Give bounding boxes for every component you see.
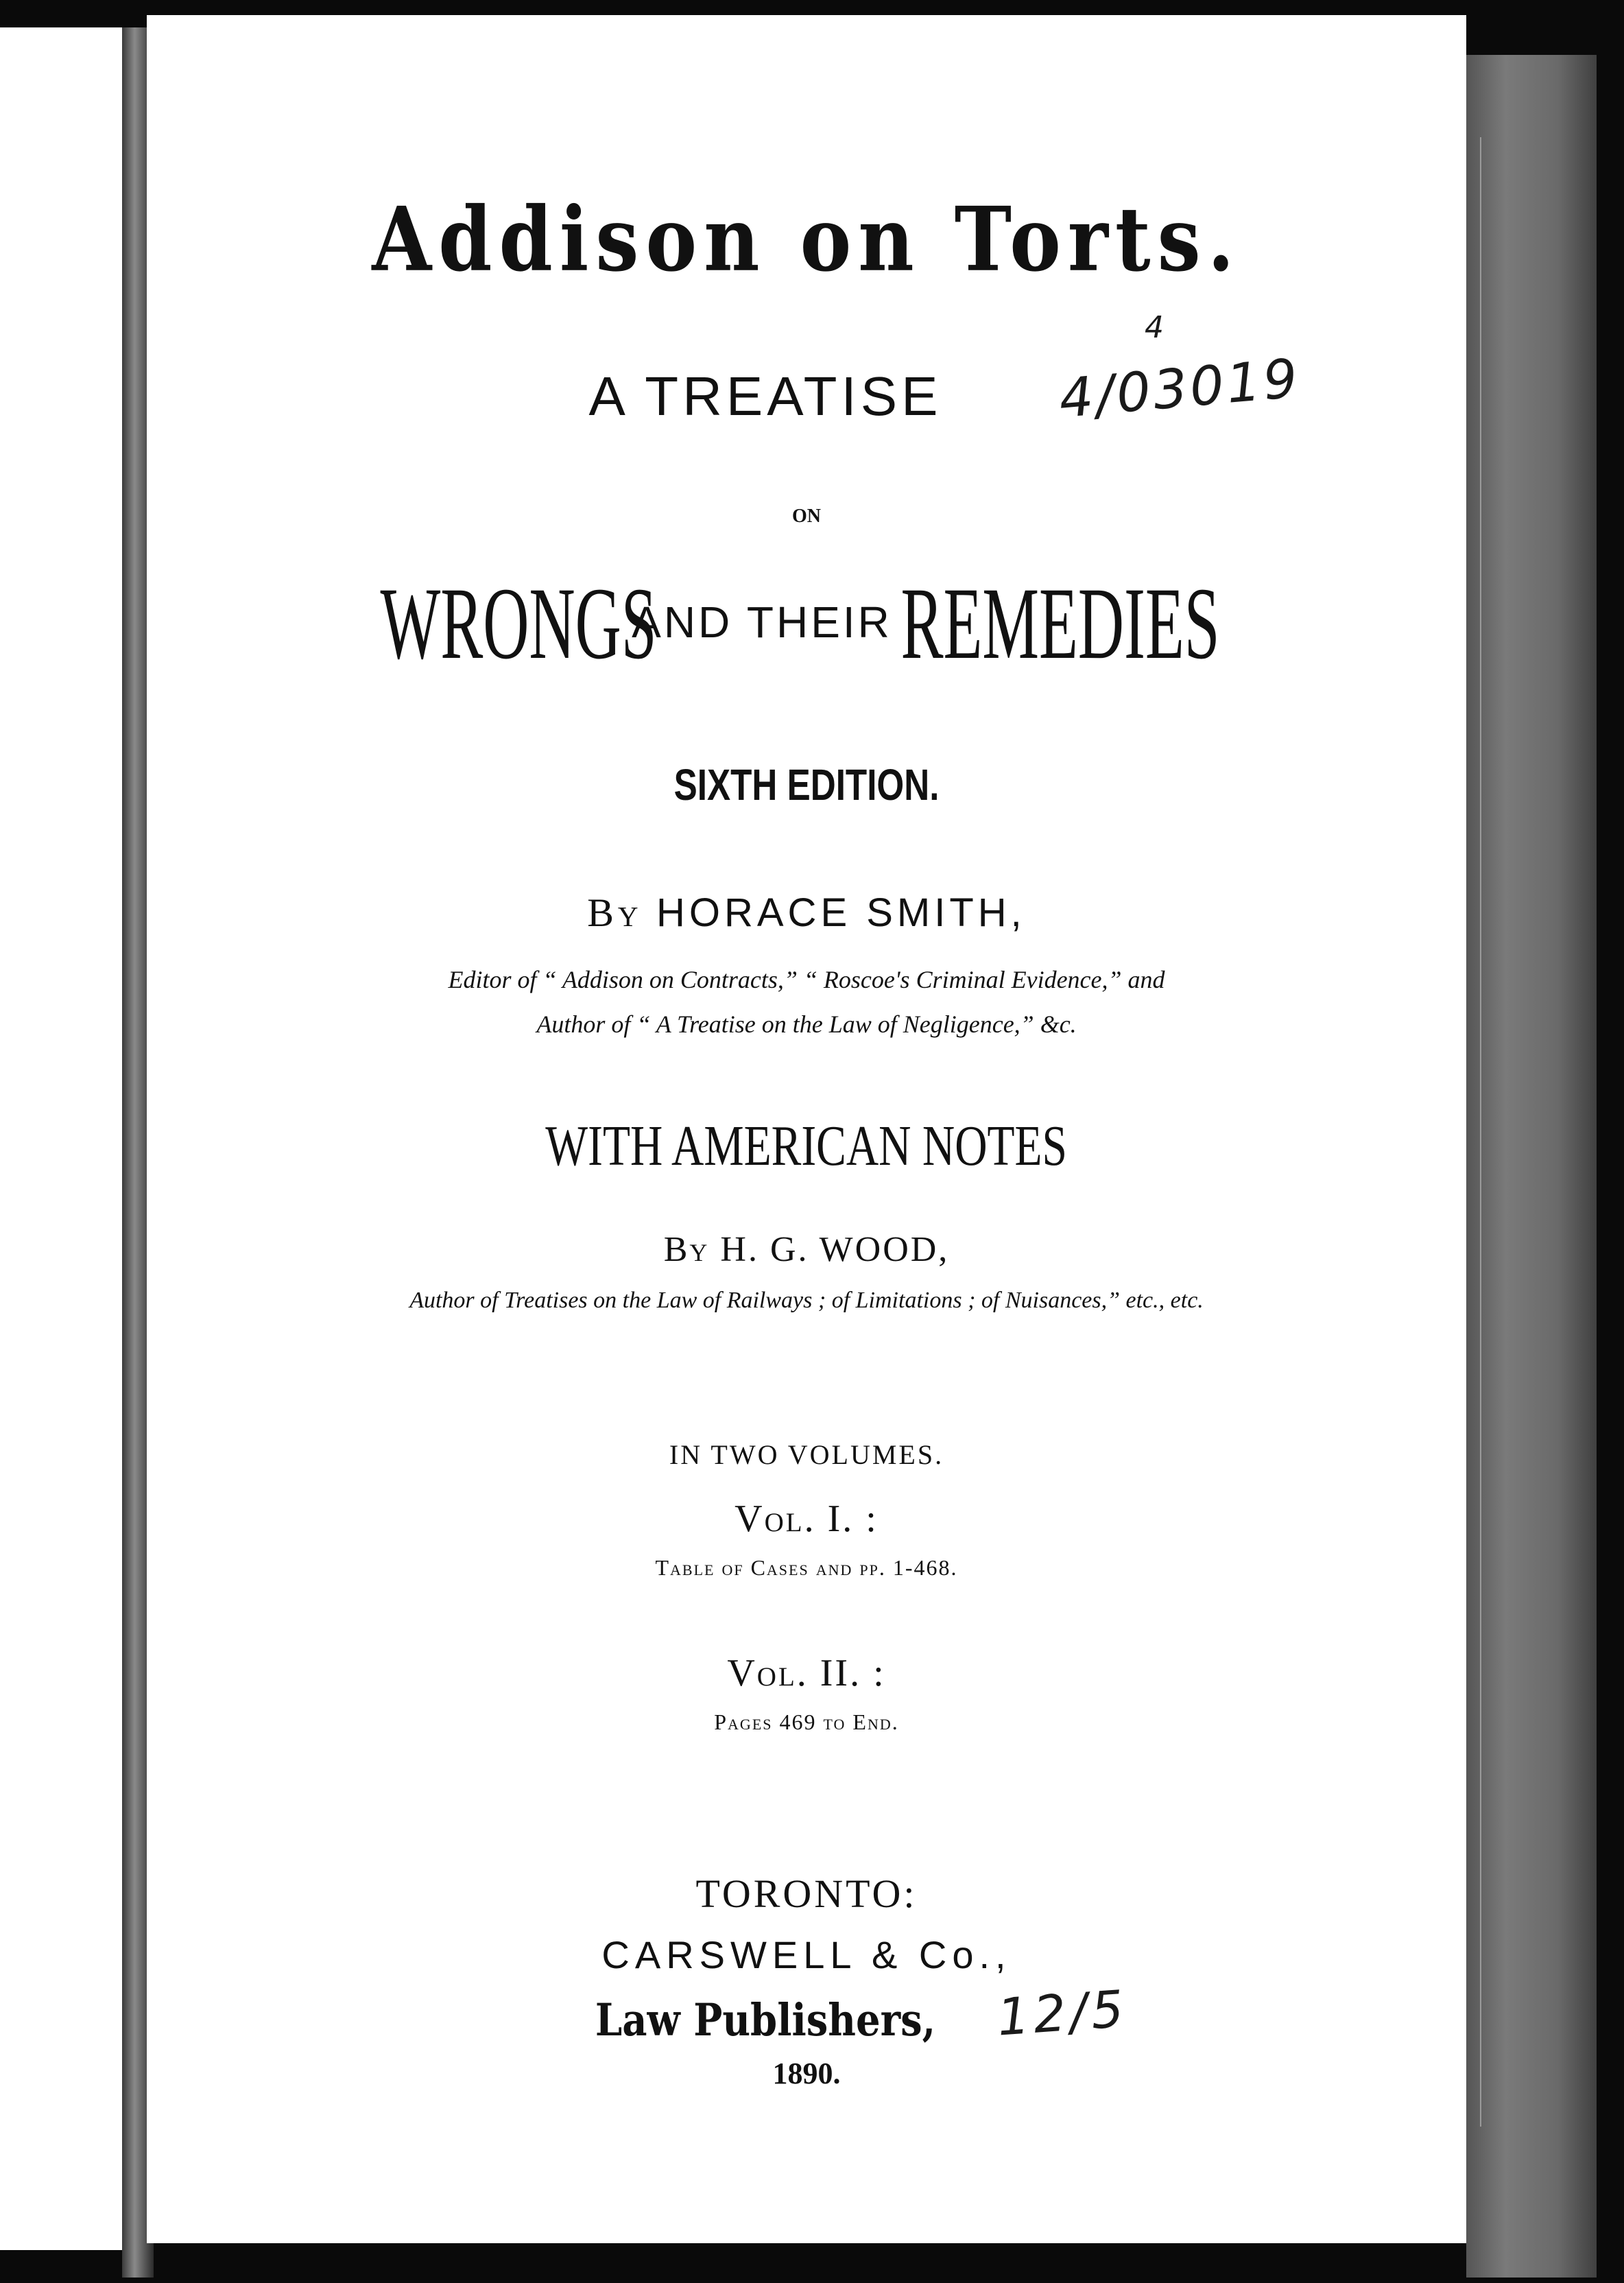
subject-wrongs: WRONGS [380, 567, 657, 681]
author-by: By [587, 890, 643, 935]
volumes-line: IN TWO VOLUMES. [669, 1439, 944, 1470]
author-desc-1: Editor of “ Addison on Contracts,” “ Roscoe's Criminal Evidence,” and [448, 966, 1165, 993]
author-name: HORACE SMITH, [656, 890, 1026, 935]
vol2-desc: Pages 469 to End. [714, 1710, 899, 1734]
treatise-line: A TREATISE [588, 366, 942, 427]
handwritten-accession-number: 4/03019 [1056, 347, 1303, 431]
vol1-desc: Table of Cases and pp. 1-468. [655, 1555, 958, 1580]
vol2-label: Vol. II. : [727, 1652, 886, 1694]
edition-line: SIXTH EDITION. [673, 760, 940, 809]
publisher-desc: Law Publishers, [595, 1994, 936, 2046]
author-desc-2: Author of “ A Treatise on the Law of Negligence,” &c. [536, 1010, 1077, 1038]
notes-heading: WITH AMERICAN NOTES [545, 1114, 1068, 1178]
handwritten-price: 12/5 [995, 1979, 1130, 2048]
notes-author: H. G. WOOD, [720, 1230, 950, 1269]
notes-author-desc: Author of Treatises on the Law of Railways ; of Limitations ; of Nuisances,” etc., etc. [409, 1288, 1204, 1313]
on-line: ON [792, 506, 821, 527]
subject-remedies: REMEDIES [900, 567, 1220, 681]
subject-and-their: AND THEIR [632, 598, 892, 647]
publisher-line: CARSWELL & Co., [601, 1933, 1012, 1976]
title-page [147, 15, 1466, 2243]
vol1-label: Vol. I. : [735, 1498, 879, 1540]
year-line: 1890. [772, 2057, 841, 2090]
page-stack-edge [1466, 55, 1597, 2278]
notes-author-line [147, 1229, 1466, 1270]
city-line: TORONTO: [695, 1871, 918, 1916]
handwritten-accession-mark: 4 [1145, 310, 1164, 345]
facing-page-edge [0, 27, 141, 2250]
subject-line [147, 564, 1466, 682]
main-title: Addison on Torts. [372, 188, 1241, 292]
notes-by: By [663, 1230, 710, 1269]
author-line [147, 890, 1466, 936]
